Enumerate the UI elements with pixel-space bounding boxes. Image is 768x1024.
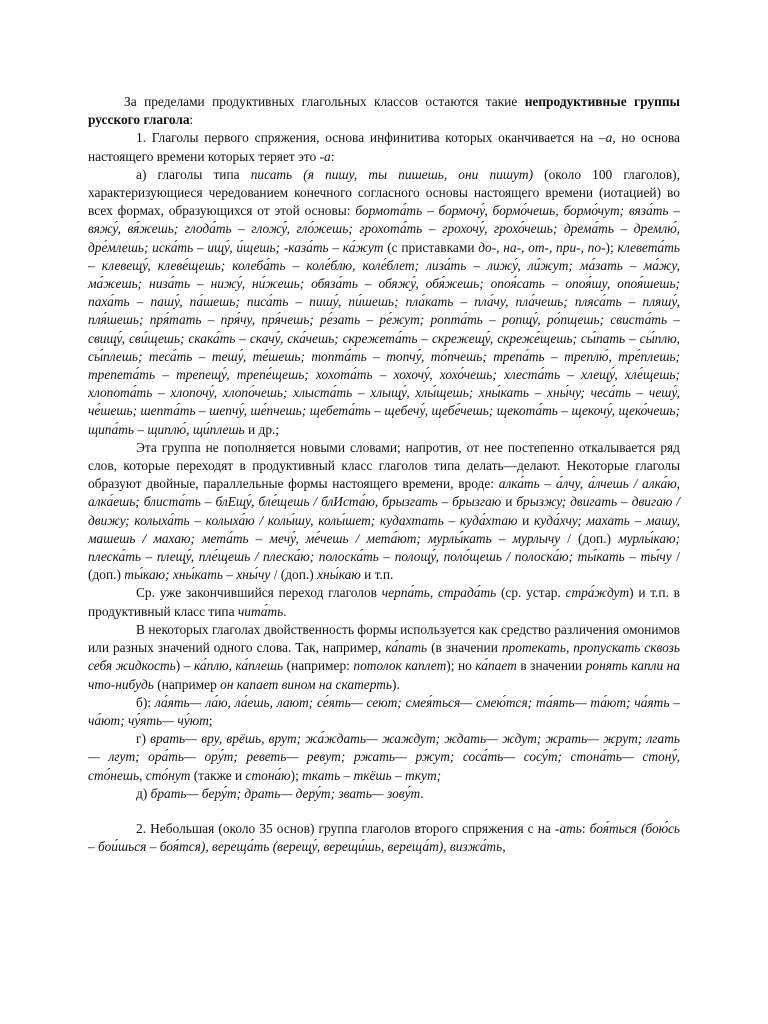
paragraph-group1-heading [88, 129, 680, 165]
italic-text: до-, на-, от-, при-, по- [478, 239, 606, 255]
italic-text: брать— беру́т; драть— деру́т; звать— зову́т [150, 785, 421, 801]
text-run: в значении [516, 658, 586, 674]
text-run: , но основа настоящего времени которых теряет это - [88, 130, 681, 164]
text-run: За пределами продуктивных глагольных классов остаются такие [124, 94, 525, 109]
paragraph-group1-cf [88, 584, 680, 620]
italic-text: боя́ться (бою́сь – бои́шься – боя́тся), вереща́ть (верещу́, верещи́шь, вереща́т), визжа́ть, [88, 820, 680, 855]
text-run: ) – [175, 658, 194, 674]
paragraph-group1-note [88, 439, 680, 585]
italic-text: протекать, пропускать сквозь себя жидкость [88, 640, 680, 674]
text-run: и др.; [244, 421, 280, 437]
text-run: б): [136, 694, 155, 710]
text-run: В некоторых глаголах двойственность формы используется как средство различения омонимов или разных значений одного слова. Так, например, [88, 621, 680, 656]
italic-text: ка́плю, ка́плешь [193, 658, 284, 674]
text-run: : [330, 148, 335, 164]
text-run: / (доп.) [270, 567, 318, 583]
text-run: ); [290, 767, 303, 783]
text-run: Эта группа не пополняется новыми словами; напротив, от нее постепенно откалывается ряд слов, которые переходят в продуктивный класс глаголов типа делать—делают. Некоторые глаголы образуют двойные, параллельные формы настоящего времени, вроде: [88, 439, 680, 492]
italic-text: потолок каплет [353, 658, 447, 674]
italic-text: брызжу; двигать – двигаю / движу; колыха́ть – колыха́ю / колы́шу, колы́шет; кудахтать – куда́хтаю [88, 494, 680, 528]
text-run: (например: [283, 658, 354, 674]
italic-text: алка́ть – а́лчу, а́лчешь / алка́ю, алка́ешь; блиста́ть – блЕщу́, бле́щешь / блИста́ю, брызгать – брызгаю [88, 476, 680, 510]
italic-text: стона́ю [245, 767, 291, 783]
italic-text: ка́пает [475, 658, 517, 674]
italic-text: страда́ть [437, 585, 497, 601]
text-run: (в значении [427, 640, 502, 656]
text-run: . [283, 603, 287, 619]
text-run: ); [605, 239, 618, 255]
paragraph-intro [88, 93, 680, 129]
italic-text: чита́ть [237, 603, 284, 619]
text-run: 1. Глаголы первого спряжения, основа инфинитива которых оканчивается на – [136, 130, 606, 146]
paragraph-group1-d [88, 785, 680, 803]
text-run: и [501, 494, 517, 510]
text-run: (например [153, 676, 221, 692]
paragraph-spacer [88, 803, 680, 820]
text-run: (около 100 глаголов), характеризующиеся чередованием конечного согласного основы настоящего времени (иотацией) во всех формах, образующихся от этой основы: [88, 166, 680, 219]
text-run: а) глаголы типа [136, 166, 251, 182]
italic-text: ать [559, 820, 582, 836]
text-run: : [189, 112, 194, 128]
document-body [88, 93, 680, 856]
italic-text: бормота́ть – бормочу́, бормо́чешь, бормо́чут; вяза́ть – вяжу́, вя́жешь; глода́ть – гложу́, гло́жешь; грохота́ть – грохочу́, грохо́чешь; дрема́ть – дремлю́, дре́млешь; иска́ть – ищу́, и́щешь; -каза́ть – ка́жут [88, 203, 680, 255]
italic-text: хны́каю [317, 567, 361, 583]
text-run: ). [392, 676, 400, 692]
italic-text: писать (я пишу, ты пишешь, они пишут) [250, 166, 534, 182]
italic-text: ты́каю; хны́кать – хны́чу [124, 567, 271, 583]
italic-text: ткать – ткёшь – ткут; [302, 767, 442, 783]
italic-text: врать— вру, врёшь, врут; жа́ждать— жаждут; ждать— ждут; жрать— жрут; лгать— лгут; ора́ть— ору́т; реветь— ревут; ржать— ржут; соса́ть— сосу́т; стона́ть— стону́, сто́нешь, сто́нут [88, 731, 680, 783]
text-run: г) [136, 731, 151, 747]
text-run: д) [136, 785, 151, 801]
italic-text: клевета́ть – клевещу́, клеве́щешь; колеба́ть – коле́блю, коле́блет; лиза́ть – лижу́, ли́жут; ма́зать – ма́жу, ма́жешь; низа́ть – нижу́, ни́жешь; обяза́ть – обяжу́, обя́жешь; опоя́сать – опоя́шу, опоя́шешь; паха́ть – пашу́, па́шешь; писа́ть – пишу́, пи́шешь; пла́кать – пла́чу, пла́чешь; пляса́ть – пляшу́, пля́шешь; пря́тать – пря́чу, пря́чешь; ре́зать – ре́жут; ропта́ть – ропщу́, ро́пщешь; свиста́ть – свищу́, сви́щешь; скака́ть – скачу́, ска́чешь; скрежета́ть – скрежещу́, скреже́щешь; сы́пать – сы́плю, сы́плешь; теса́ть – тешу́, те́шешь; топта́ть – топчу́, то́пчешь; трепа́ть – треплю́, тре́плешь; трепета́ть – трепещу́, трепе́щешь; хохота́ть – хохочу́, хохо́чешь; хлеста́ть – хлещу́, хле́щешь; хлопота́ть – хлопочу́, хлопо́чешь; хлыста́ть – хлыщу́, хлы́щешь; хны́кать – хны́чу; чеса́ть – чешу́, че́шешь; шепта́ть – шепчу́, ше́пчешь; щебета́ть – щебечу́, щебе́чешь; щекота́ть – щекочу́, щеко́чешь; щипа́ть – щиплю́, щи́плешь [88, 239, 680, 437]
italic-text: ронять капли на что-нибудь [88, 658, 680, 692]
bold-text: непродуктивные группы русского глагола [88, 94, 680, 128]
text-run: ; [208, 712, 213, 728]
text-run: : [581, 820, 590, 836]
paragraph-group1-g [88, 730, 680, 785]
text-run: и [517, 512, 535, 528]
text-run: (с приставками [383, 239, 479, 255]
text-run: , [429, 585, 438, 601]
text-run: / (доп.) [560, 530, 619, 546]
text-run: / (доп.) [88, 549, 680, 583]
italic-text: стра́ждут [565, 585, 630, 601]
italic-text: ла́ять— ла́ю, ла́ешь, лают; се́ять— сеют; смея́ться— смею́тся; та́ять— та́ют; ча́ять – ча́ют; чу́ять— чу́ют [88, 694, 680, 728]
italic-text: а [605, 130, 613, 146]
text-run: (также и [190, 767, 246, 783]
text-run: и т.п. [360, 567, 394, 583]
italic-text: черпа́ть [381, 585, 430, 601]
italic-text: куда́хчу; махать – машу, машешь / махаю; мета́ть – мечу́, ме́чешь / мета́ют; мурлы́кать – мурлычу [88, 512, 680, 546]
paragraph-group1-doublets [88, 621, 680, 694]
italic-text: ка́пать [385, 640, 428, 656]
italic-text: а [324, 148, 331, 164]
italic-text: он капает вином на скатерть [220, 676, 392, 692]
paragraph-group1-a [88, 166, 680, 439]
paragraph-group2 [88, 820, 680, 856]
italic-text: мурлы́каю; плеска́ть – плещу́, пле́щешь / плеска́ю; полоска́ть – полощу́, поло́щешь / полоска́ю; ты́кать – ты́чу [88, 530, 680, 565]
text-run: (ср. устар. [496, 585, 566, 601]
paragraph-group1-b [88, 694, 680, 730]
text-run: ); но [446, 658, 476, 674]
text-run: Ср. уже закончившийся переход глаголов [136, 585, 382, 601]
text-run: ) и т.п. в продуктивный класс типа [88, 585, 680, 619]
text-run: 2. Небольшая (около 35 основ) группа глаголов второго спряжения с на - [136, 820, 560, 836]
text-run: . [420, 785, 424, 801]
